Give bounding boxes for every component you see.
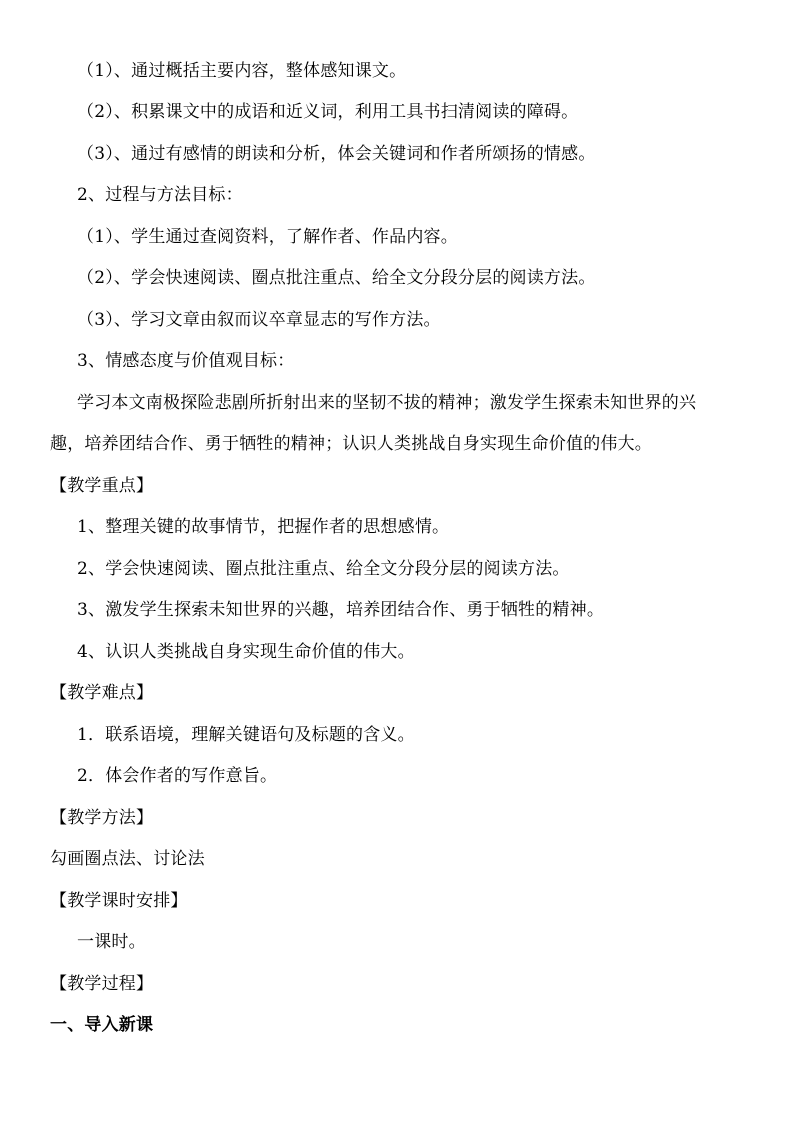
section-heading-process: 【教学过程】 — [50, 974, 154, 994]
difficulty-2: 2．体会作者的写作意旨。 — [77, 766, 278, 786]
emotion-values-text-line-2: 趣，培养团结合作、勇于牺牲的精神；认识人类挑战自身实现生命价值的伟大。 — [50, 434, 652, 454]
objective-2-3: （3）、学习文章由叙而议卒章显志的写作方法。 — [77, 310, 441, 330]
objective-1-1: （1）、通过概括主要内容，整体感知课文。 — [77, 61, 407, 81]
key-point-2: 2、学会快速阅读、圈点批注重点、给全文分段分层的阅读方法。 — [77, 559, 570, 579]
emotion-values-heading: 3、情感态度与价值观目标： — [77, 351, 295, 371]
schedule-text: 一课时。 — [77, 932, 146, 952]
process-method-heading: 2、过程与方法目标： — [77, 185, 243, 205]
subsection-heading-introduction: 一、导入新课 — [50, 1015, 154, 1035]
methods-text: 勾画圈点法、讨论法 — [50, 849, 205, 869]
objective-1-3: （3）、通过有感情的朗读和分析，体会关键词和作者所颂扬的情感。 — [77, 144, 596, 164]
objective-1-2: （2）、积累课文中的成语和近义词，利用工具书扫清阅读的障碍。 — [77, 102, 579, 122]
key-point-1: 1、整理关键的故事情节，把握作者的思想感情。 — [77, 517, 450, 537]
emotion-values-text-line-1: 学习本文南极探险悲剧所折射出来的坚韧不拔的精神；激发学生探索未知世界的兴 — [77, 393, 697, 413]
section-heading-difficulties: 【教学难点】 — [50, 683, 154, 703]
section-heading-key-points: 【教学重点】 — [50, 476, 154, 496]
difficulty-1: 1．联系语境，理解关键语句及标题的含义。 — [77, 725, 415, 745]
section-heading-methods: 【教学方法】 — [50, 808, 154, 828]
section-heading-schedule: 【教学课时安排】 — [50, 891, 188, 911]
key-point-3: 3、激发学生探索未知世界的兴趣，培养团结合作、勇于牺牲的精神。 — [77, 600, 605, 620]
objective-2-1: （1）、学生通过查阅资料，了解作者、作品内容。 — [77, 227, 458, 247]
objective-2-2: （2）、学会快速阅读、圈点批注重点、给全文分段分层的阅读方法。 — [77, 268, 596, 288]
key-point-4: 4、认识人类挑战自身实现生命价值的伟大。 — [77, 642, 415, 662]
